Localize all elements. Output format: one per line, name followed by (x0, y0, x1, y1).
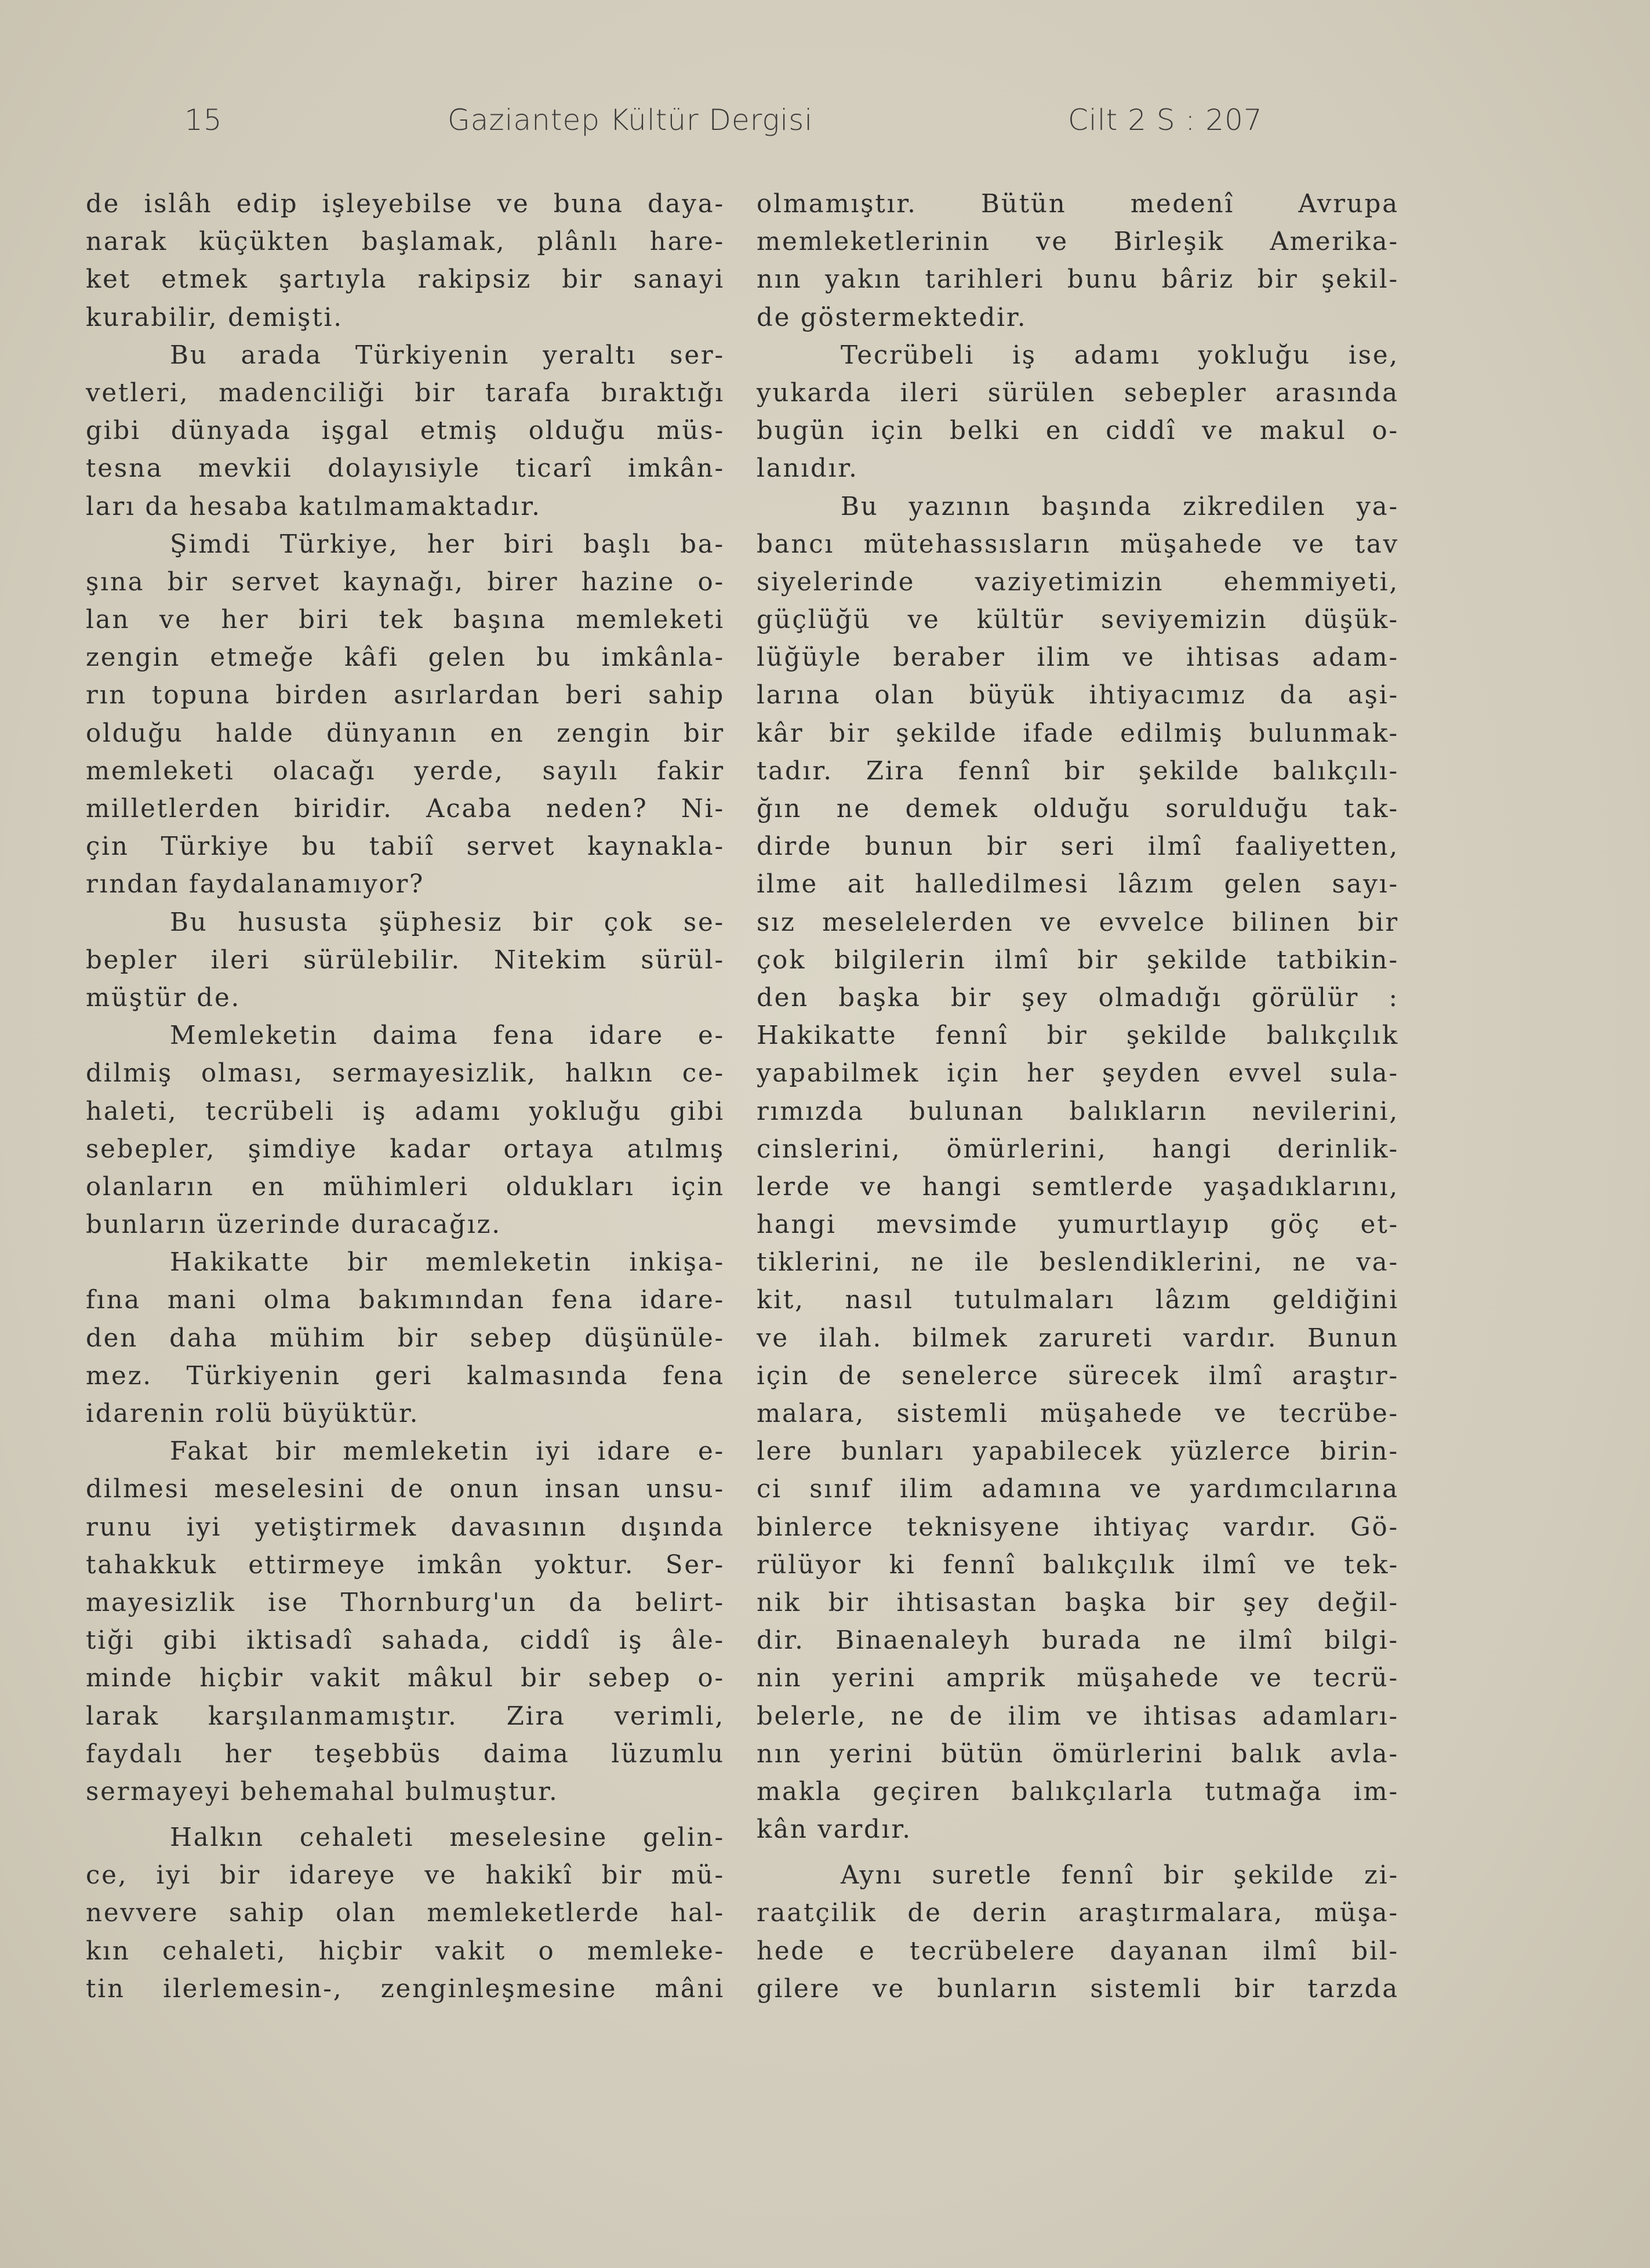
text-line: ci sınıf ilim adamına ve yardımcılarına (757, 1475, 1399, 1504)
text-line: lere bunları yapabilecek yüzlerce birin- (757, 1437, 1399, 1467)
text-line: Halkın cehaleti meselesine gelin- (170, 1823, 725, 1853)
text-line: ce, iyi bir idareye ve hakikî bir mü- (86, 1861, 725, 1890)
text-line: runu iyi yetiştirmek davasının dışında (86, 1512, 725, 1542)
text-line: ları da hesaba katılmamaktadır. (86, 492, 541, 521)
text-line: fına mani olma bakımından fena idare- (86, 1286, 725, 1315)
text-line: nın yerini bütün ömürlerini balık avla- (757, 1739, 1399, 1769)
text-line: ve ilah. bilmek zarureti vardır. Bunun (757, 1323, 1399, 1353)
text-line: için de senelerce sürecek ilmî araştır- (757, 1361, 1399, 1391)
text-line: Hakikatte fennî bir şekilde balıkçılık (757, 1021, 1399, 1051)
text-line: yapabilmek için her şeyden evvel sula- (757, 1059, 1399, 1088)
text-line: rından faydalanamıyor? (86, 870, 425, 899)
text-line: lüğüyle beraber ilim ve ihtisas adam- (757, 643, 1399, 673)
text-line: lan ve her biri tek başına memleketi (86, 605, 725, 635)
text-line: rın topuna birden asırlardan beri sahip (86, 681, 725, 710)
text-line: Bu yazının başında zikredilen ya- (841, 492, 1399, 521)
text-line: müştür de. (86, 983, 241, 1013)
text-line: olmamıştır. Bütün medenî Avrupa (757, 190, 1399, 219)
text-line: tin ilerlemesin-, zenginleşmesine mâni (86, 1974, 725, 2004)
text-line: haleti, tecrübeli iş adamı yokluğu gibi (86, 1097, 725, 1126)
journal-title: Gaziantep Kültür Dergisi (448, 103, 813, 137)
text-line: hangi mevsimde yumurtlayıp göç et- (757, 1210, 1399, 1240)
text-line: bunların üzerinde duracağız. (86, 1210, 501, 1240)
text-line: narak küçükten başlamak, plânlı hare- (86, 227, 725, 257)
text-line: çok bilgilerin ilmî bir şekilde tatbikin- (757, 945, 1399, 975)
text-line: nevvere sahip olan memleketlerde hal- (86, 1899, 725, 1928)
text-line: Hakikatte bir memleketin inkişa- (170, 1248, 725, 1278)
text-line: memleketlerinin ve Birleşik Amerika- (757, 227, 1399, 257)
text-line: de göstermektedir. (757, 303, 1027, 332)
text-line: bepler ileri sürülebilir. Nitekim sürül- (86, 945, 725, 975)
text-line: Memleketin daima fena idare e- (170, 1021, 725, 1051)
text-line: raatçilik de derin araştırmalara, müşa- (757, 1899, 1399, 1928)
text-line: rülüyor ki fennî balıkçılık ilmî ve tek- (757, 1550, 1399, 1580)
text-line: milletlerden biridir. Acaba neden? Ni- (86, 794, 725, 823)
text-line: tiklerini, ne ile beslendiklerini, ne va- (757, 1248, 1399, 1278)
text-line: de islâh edip işleyebilse ve buna daya- (86, 190, 725, 219)
text-line: binlerce teknisyene ihtiyaç vardır. Gö- (757, 1512, 1399, 1542)
text-line: olanların en mühimleri oldukları için (86, 1172, 725, 1202)
text-line: kâr bir şekilde ifade edilmiş bulunmak- (757, 718, 1399, 748)
text-column-left (86, 186, 725, 2008)
text-line: Aynı suretle fennî bir şekilde zi- (841, 1861, 1399, 1890)
text-line: sebepler, şimdiye kadar ortaya atılmış (86, 1134, 725, 1164)
text-line: Bu hususta şüphesiz bir çok se- (170, 908, 725, 937)
text-line: tadır. Zira fennî bir şekilde balıkçılı- (757, 756, 1399, 786)
page-header (0, 103, 1650, 150)
text-line: ilme ait halledilmesi lâzım gelen sayı- (757, 870, 1399, 899)
text-line: tahakkuk ettirmeye imkân yoktur. Ser- (86, 1550, 725, 1580)
page-number: 15 (184, 103, 223, 137)
text-line: makla geçiren balıkçılarla tutmağa im- (757, 1777, 1399, 1806)
text-line: kurabilir, demişti. (86, 303, 343, 332)
text-line: den daha mühim bir sebep düşünüle- (86, 1323, 725, 1353)
text-line: den başka bir şey olmadığı görülür : (757, 983, 1399, 1013)
text-line: tiği gibi iktisadî sahada, ciddî iş âle- (86, 1626, 725, 1656)
text-line: yukarda ileri sürülen sebepler arasında (757, 378, 1399, 408)
text-line: rımızda bulunan balıkların nevilerini, (757, 1097, 1399, 1126)
issue-label: Cilt 2 S : 207 (1068, 103, 1263, 137)
text-line: memleketi olacağı yerde, sayılı fakir (86, 756, 725, 786)
text-line: zengin etmeğe kâfi gelen bu imkânla- (86, 643, 725, 673)
text-line: larına olan büyük ihtiyacımız da aşi- (757, 681, 1399, 710)
text-line: dir. Binaenaleyh burada ne ilmî bilgi- (757, 1626, 1399, 1656)
text-line: ket etmek şartıyla rakipsiz bir sanayi (86, 265, 725, 295)
text-line: dilmiş olması, sermayesizlik, halkın ce- (86, 1059, 725, 1088)
text-line: Bu arada Türkiyenin yeraltı ser- (170, 340, 725, 370)
text-line: güçlüğü ve kültür seviyemizin düşük- (757, 605, 1399, 635)
text-line: larak karşılanmamıştır. Zira verimli, (86, 1701, 725, 1731)
text-line: belerle, ne de ilim ve ihtisas adamları- (757, 1701, 1399, 1731)
text-line: idarenin rolü büyüktür. (86, 1399, 420, 1428)
text-line: gilere ve bunların sistemli bir tarzda (757, 1974, 1399, 2004)
text-line: kit, nasıl tutulmaları lâzım geldiğini (757, 1286, 1399, 1315)
text-line: mayesizlik ise Thornburg'un da belirt- (86, 1588, 725, 1617)
text-line: cinslerini, ömürlerini, hangi derinlik- (757, 1134, 1399, 1164)
text-line: sermayeyi behemahal bulmuştur. (86, 1777, 559, 1806)
text-column-right (757, 186, 1399, 2008)
text-line: vetleri, madenciliği bir tarafa bıraktığı (86, 378, 725, 408)
text-line: çin Türkiye bu tabiî servet kaynakla- (86, 832, 725, 862)
text-line: mez. Türkiyenin geri kalmasında fena (86, 1361, 725, 1391)
text-line: olduğu halde dünyanın en zengin bir (86, 718, 725, 748)
text-line: tesna mevkii dolayısiyle ticarî imkân- (86, 454, 725, 484)
text-line: şına bir servet kaynağı, birer hazine o- (86, 567, 725, 597)
text-line: ğın ne demek olduğu sorulduğu tak- (757, 794, 1399, 823)
text-line: gibi dünyada işgal etmiş olduğu müs- (86, 416, 725, 446)
text-line: minde hiçbir vakit mâkul bir sebep o- (86, 1664, 725, 1693)
text-line: dilmesi meselesini de onun insan unsu- (86, 1475, 725, 1504)
text-line: nın yakın tarihleri bunu bâriz bir şekil- (757, 265, 1399, 295)
text-line: sız meselelerden ve evvelce bilinen bir (757, 908, 1399, 937)
text-line: kân vardır. (757, 1815, 912, 1845)
text-line: siyelerinde vaziyetimizin ehemmiyeti, (757, 567, 1399, 597)
text-line: kın cehaleti, hiçbir vakit o memleke- (86, 1936, 725, 1966)
text-line: bancı mütehassısların müşahede ve tav (757, 529, 1399, 559)
text-line: hede e tecrübelere dayanan ilmî bil- (757, 1936, 1399, 1966)
text-line: lerde ve hangi semtlerde yaşadıklarını, (757, 1172, 1399, 1202)
text-line: faydalı her teşebbüs daima lüzumlu (86, 1739, 725, 1769)
text-line: nin yerini amprik müşahede ve tecrü- (757, 1664, 1399, 1693)
text-line: Fakat bir memleketin iyi idare e- (170, 1437, 725, 1467)
text-line: dirde bunun bir seri ilmî faaliyetten, (757, 832, 1399, 862)
text-line: malara, sistemli müşahede ve tecrübe- (757, 1399, 1399, 1428)
text-line: nik bir ihtisastan başka bir şey değil- (757, 1588, 1399, 1617)
text-line: lanıdır. (757, 454, 859, 484)
text-line: Şimdi Türkiye, her biri başlı ba- (170, 529, 725, 559)
text-line: bugün için belki en ciddî ve makul o- (757, 416, 1399, 446)
text-line: Tecrübeli iş adamı yokluğu ise, (841, 340, 1399, 370)
